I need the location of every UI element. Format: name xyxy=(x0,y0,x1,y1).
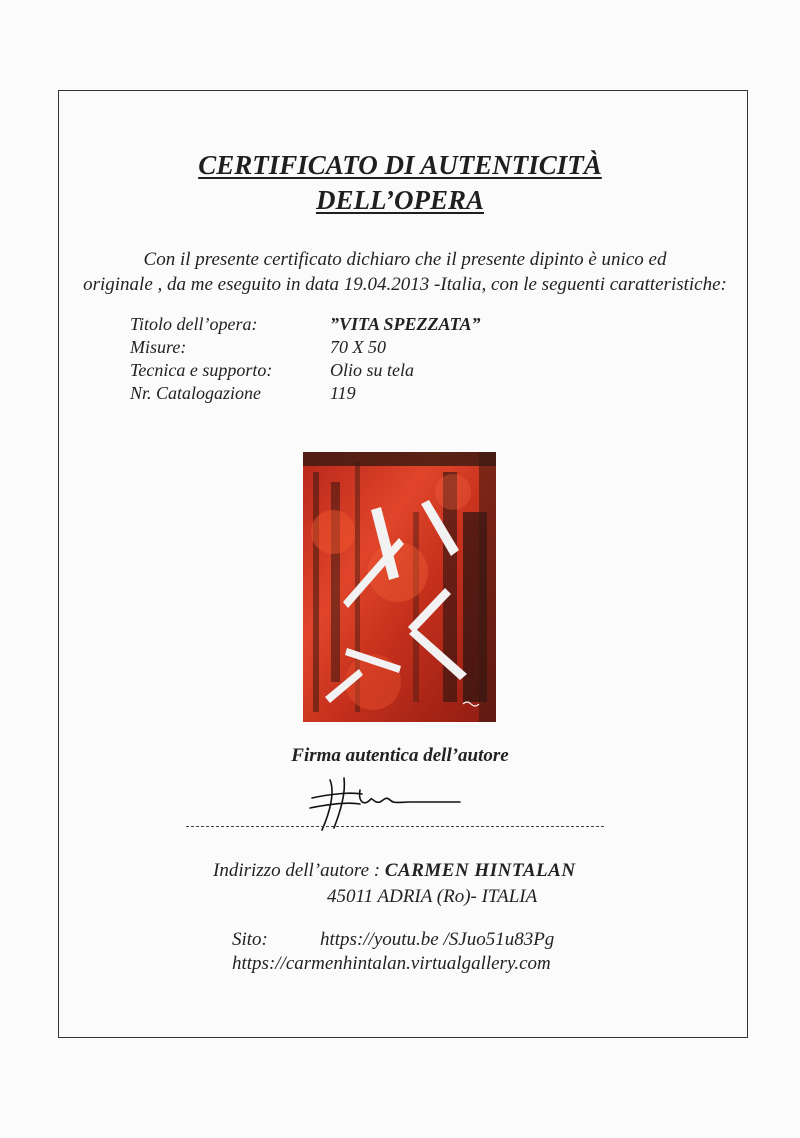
detail-label: Nr. Catalogazione xyxy=(130,383,262,403)
detail-row-technique xyxy=(130,359,590,382)
address-label: Indirizzo dell’autore : xyxy=(213,860,385,881)
detail-value: 70 X 50 xyxy=(330,337,386,357)
detail-row-size xyxy=(130,336,590,359)
author-name: CARMEN HINTALAN xyxy=(384,860,576,881)
artwork-details xyxy=(130,313,590,405)
site-label: Sito: xyxy=(232,929,268,950)
intro-line-1: Con il presente certificato dichiaro che il presente dipinto è unico ed xyxy=(143,249,667,270)
detail-row-catalog xyxy=(130,382,590,405)
artwork-image xyxy=(303,452,496,722)
detail-row-title xyxy=(130,313,590,336)
author-city: 45011 ADRIA (Ro)- ITALIA xyxy=(327,886,538,907)
site-link-youtube[interactable]: https://youtu.be /SJuo51u83Pg xyxy=(320,929,555,950)
author-websites xyxy=(232,928,554,976)
signature-line xyxy=(186,826,604,827)
detail-value: 119 xyxy=(330,383,356,403)
certificate-title: CERTIFICATO DI AUTENTICITÀ xyxy=(198,150,602,180)
detail-value: Olio su tela xyxy=(330,360,414,380)
detail-label: Misure: xyxy=(130,337,187,357)
detail-value: ”VITA SPEZZATA” xyxy=(330,314,481,334)
signature-label: Firma autentica dell’autore xyxy=(291,745,509,766)
detail-label: Titolo dell’opera: xyxy=(130,314,258,334)
author-signature xyxy=(300,772,470,832)
intro-line-2: originale , da me eseguito in data 19.04.2013 -Italia, con le seguenti caratteristiche: xyxy=(83,274,727,295)
detail-label: Tecnica e supporto: xyxy=(130,360,273,380)
certificate-subtitle: DELL’OPERA xyxy=(315,185,484,215)
site-link-gallery[interactable]: https://carmenhintalan.virtualgallery.com xyxy=(232,953,551,974)
intro-paragraph xyxy=(60,247,750,297)
author-address xyxy=(213,858,576,910)
